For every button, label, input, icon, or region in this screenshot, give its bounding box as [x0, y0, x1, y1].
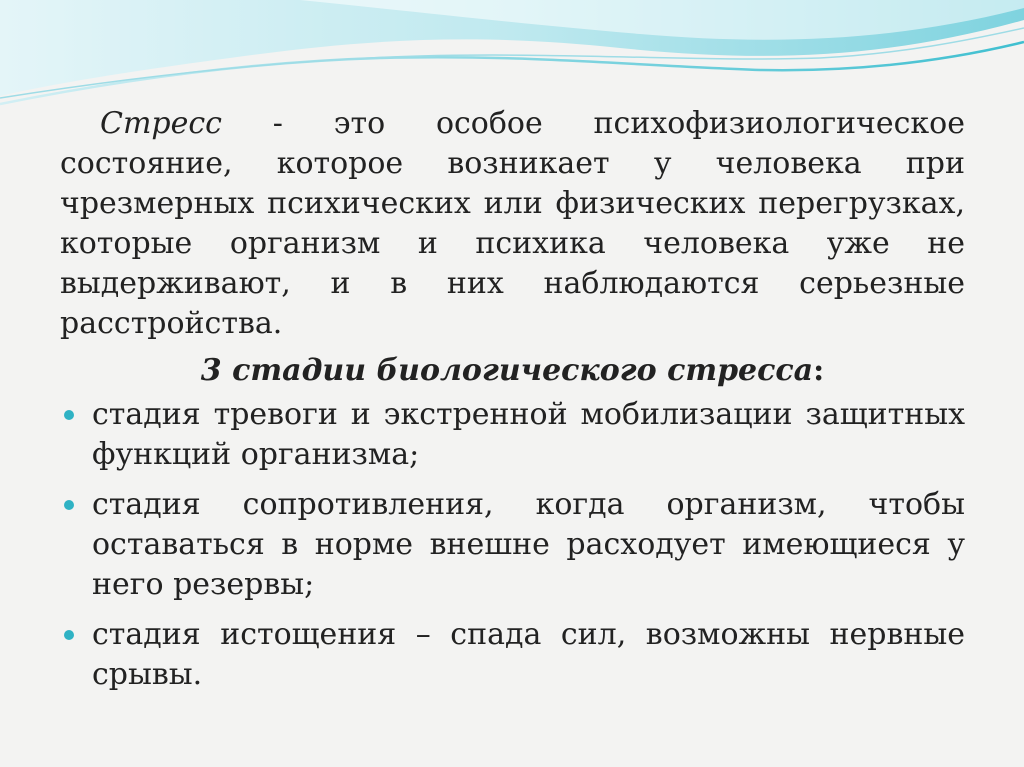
bullet-dot-icon — [64, 500, 74, 510]
stage-text: стадия сопротивления, когда организм, чтобы оставаться в норме внешне расходует имеющиеся у него резервы; — [92, 487, 965, 602]
slide-content — [60, 104, 965, 705]
definition-paragraph — [60, 104, 965, 344]
stages-heading-text: 3 стадии биологического стресса — [200, 353, 814, 388]
definition-text: - это особое психофизиологическое состояние, которое возникает у человека при чрезмерных психических или физических перегрузках, которые организм и психика человека уже не выдерживают, и в них наблюдаются серьезные расстройства. — [60, 106, 965, 341]
bullet-dot-icon — [64, 410, 74, 420]
stages-heading — [60, 351, 965, 391]
stage-item-alarm — [60, 395, 965, 475]
definition-term: Стресс — [100, 106, 222, 141]
stage-text: стадия истощения – спада сил, возможны нервные срывы. — [92, 617, 965, 692]
decorative-wave-header — [0, 0, 1024, 120]
bullet-dot-icon — [64, 630, 74, 640]
stage-item-resistance — [60, 485, 965, 605]
stage-text: стадия тревоги и экстренной мобилизации защитных функций организма; — [92, 397, 965, 472]
stages-heading-colon: : — [813, 353, 825, 388]
stage-item-exhaustion — [60, 615, 965, 695]
stages-list — [60, 395, 965, 695]
